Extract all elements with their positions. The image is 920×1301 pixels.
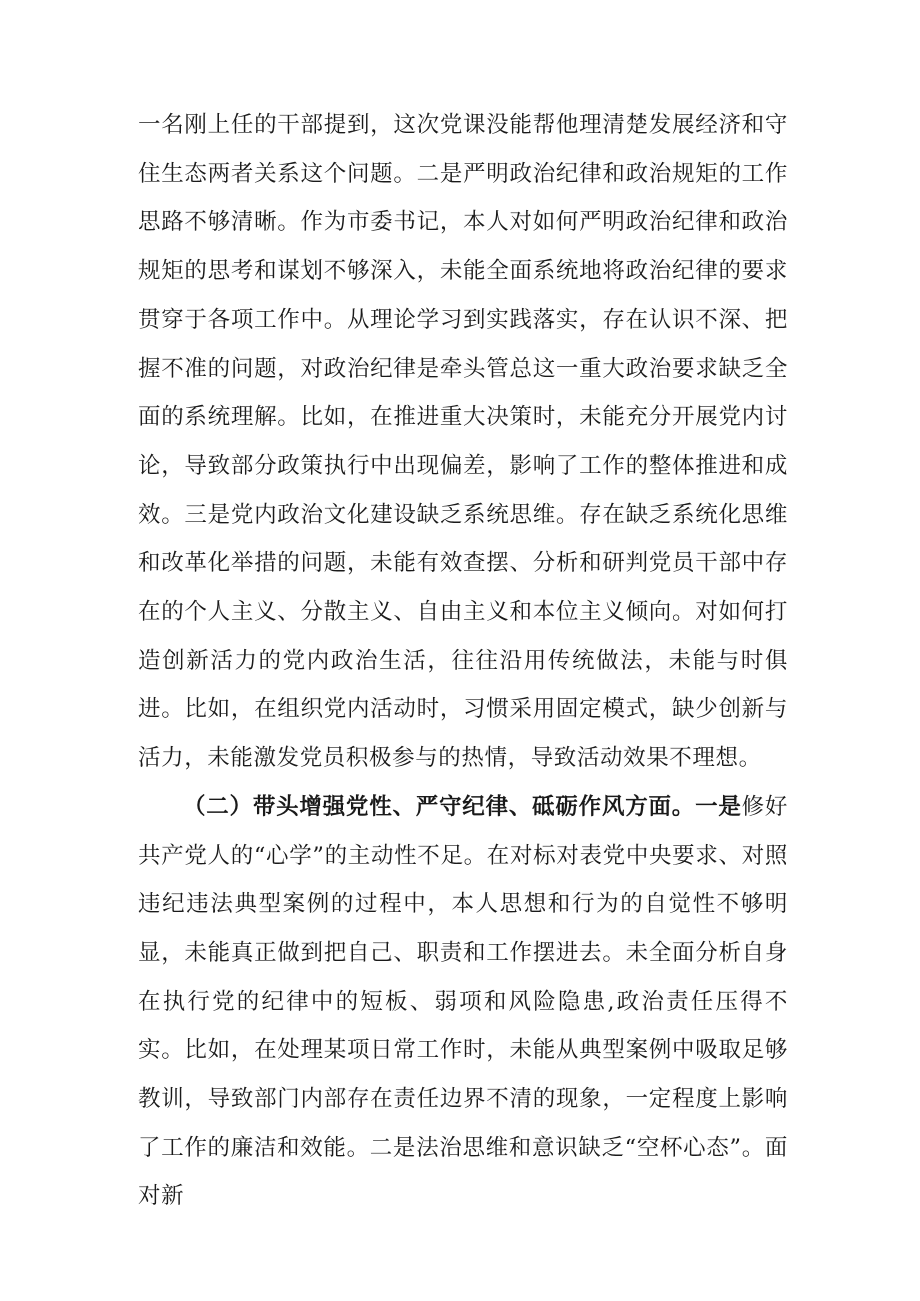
- paragraph-body: 修好共产党人的“心学”的主动性不足。在对标对表党中央要求、对照违纪违法典型案例的过程中，本人思想和行为的自觉性不够明显，未能真正做到把自己、职责和工作摆进去。未全面分析自身在执行党的纪律中的短板、弱项和风险隐患,政治责任压得不实。比如，在处理某项日常工作时，未能从典型案例中吸取足够教训，导致部门内部存在责任边界不清的现象，一定程度上影响了工作的廉洁和效能。二是法治思维和意识缺乏“空杯心态”。面对新: [138, 793, 789, 1210]
- point-lead: 一是: [695, 793, 742, 820]
- paragraph-section-two: [138, 783, 788, 1221]
- document-body: [138, 101, 788, 1221]
- section-heading: （二）带头增强党性、严守纪律、砥砺作风方面。: [183, 793, 696, 820]
- paragraph-continuation: 一名刚上任的干部提到，这次党课没能帮他理清楚发展经济和守住生态两者关系这个问题。二是严明政治纪律和政治规矩的工作思路不够清晰。作为市委书记，本人对如何严明政治纪律和政治规矩的思考和谋划不够深入，未能全面系统地将政治纪律的要求贯穿于各项工作中。从理论学习到实践落实，存在认识不深、把握不准的问题，对政治纪律是牵头管总这一重大政治要求缺乏全面的系统理解。比如，在推进重大决策时，未能充分开展党内讨论，导致部分政策执行中出现偏差，影响了工作的整体推进和成效。三是党内政治文化建设缺乏系统思维。存在缺乏系统化思维和改革化举措的问题，未能有效查摆、分析和研判党员干部中存在的个人主义、分散主义、自由主义和本位主义倾向。对如何打造创新活力的党内政治生活，往往沿用传统做法，未能与时俱进。比如，在组织党内活动时，习惯采用固定模式，缺少创新与活力，未能激发党员积极参与的热情，导致活动效果不理想。: [138, 112, 788, 772]
